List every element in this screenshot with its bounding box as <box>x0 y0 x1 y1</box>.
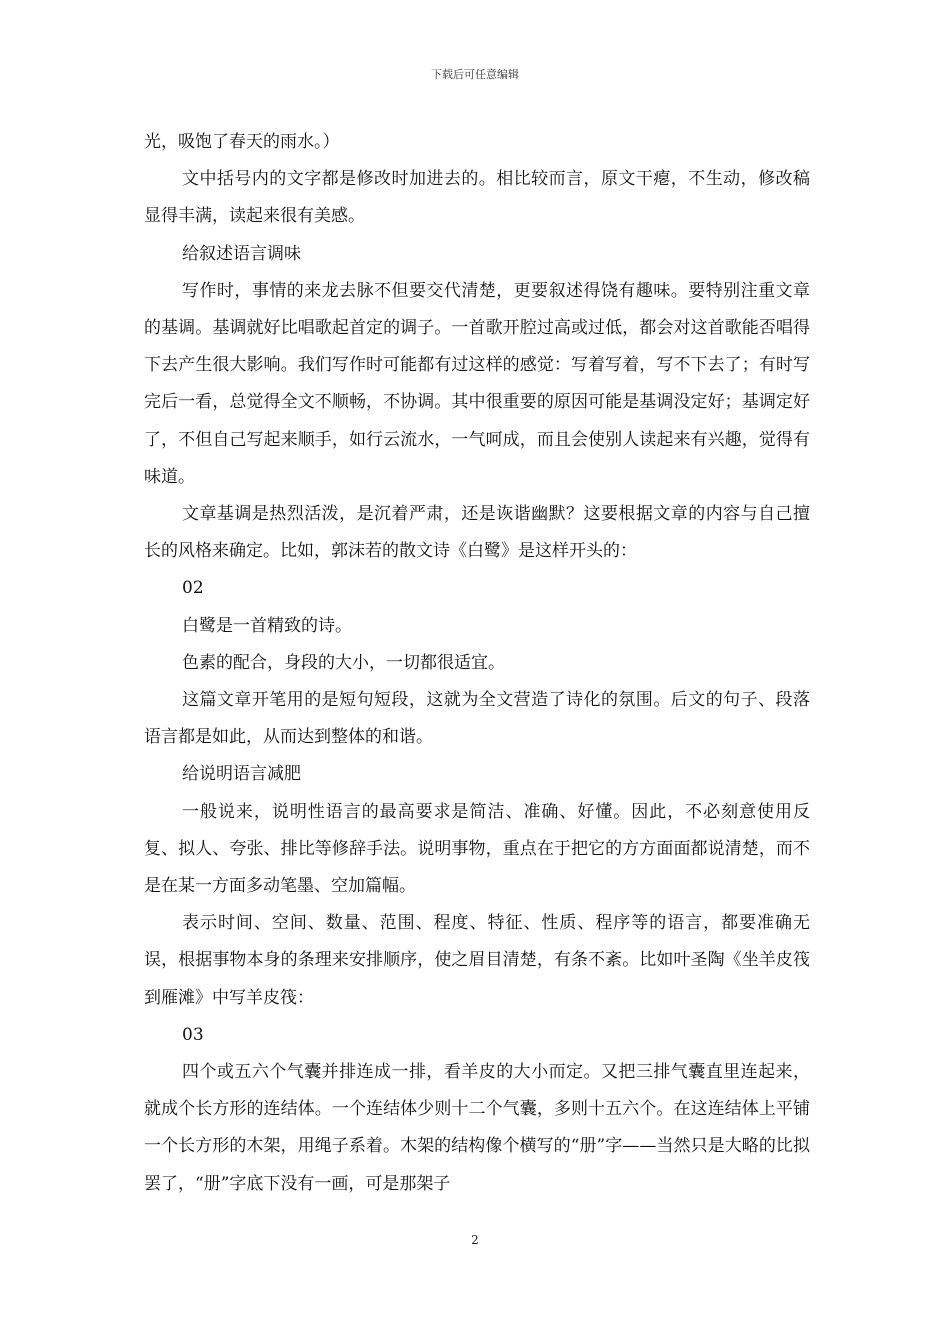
document-body <box>144 124 810 1203</box>
quote-paragraph: 四个或五六个气囊并排连成一排，看羊皮的大小而定。又把三排气囊直里连起来，就成个长方形的连结体。一个连结体少则十二个气囊，多则十五六个。在这连结体上平铺一个长方形的木架，用绳子系着。木架的结构像个横写的“册”字——当然只是大略的比拟罢了，“册”字底下没有一画，可是那架子 <box>144 1062 810 1194</box>
section-number: 03 <box>182 1024 204 1045</box>
paragraph: 文中括号内的文字都是修改时加进去的。相比较而言，原文干瘪，不生动，修改稿显得丰满，读起来很有美感。 <box>144 169 810 227</box>
paragraph: 这篇文章开笔用的是短句短段，这就为全文营造了诗化的氛围。后文的句子、段落语言都是如此，从而达到整体的和谐。 <box>144 690 810 748</box>
paragraph: 光，吸饱了春天的雨水。） <box>144 132 340 152</box>
section-number: 02 <box>182 578 204 599</box>
paragraph: 表示时间、空间、数量、范围、程度、特征、性质、程序等的语言，都要准确无误，根据事物本身的条理来安排顺序，使之眉目清楚，有条不紊。比如叶圣陶《坐羊皮筏到雁滩》中写羊皮筏： <box>144 913 810 1008</box>
section-heading: 给叙述语言调味 <box>182 243 301 264</box>
section-heading: 给说明语言减肥 <box>182 764 301 785</box>
quote-line: 色素的配合，身段的大小，一切都很适宜。 <box>182 652 505 673</box>
page-number: 2 <box>471 1233 479 1247</box>
quote-line: 白鹭是一首精致的诗。 <box>182 615 352 636</box>
paragraph: 一般说来，说明性语言的最高要求是简洁、准确、好懂。因此，不必刻意使用反复、拟人、夸张、排比等修辞手法。说明事物，重点在于把它的方方面面都说清楚，而不是在某一方面多动笔墨、空加篇幅。 <box>144 801 810 897</box>
paragraph: 文章基调是热烈活泼，是沉着严肃，还是诙谐幽默？这要根据文章的内容与自己擅长的风格来确定。比如，郭沫若的散文诗《白鹭》是这样开头的： <box>144 504 810 562</box>
page-header: 下载后可任意编辑 <box>431 68 519 81</box>
paragraph: 写作时，事情的来龙去脉不但要交代清楚，更要叙述得饶有趣味。要特别注重文章的基调。基调就好比唱歌起首定的调子。一首歌开腔过高或过低，都会对这首歌能否唱得下去产生很大影响。我们写作时可能都有过这样的感觉：写着写着，写不下去了；有时写完后一看，总觉得全文不顺畅，不协调。其中很重要的原因可能是基调没定好；基调定好了，不但自己写起来顺手，如行云流水，一气呵成，而且会使别人读起来有兴趣，觉得有味道。 <box>144 280 810 487</box>
